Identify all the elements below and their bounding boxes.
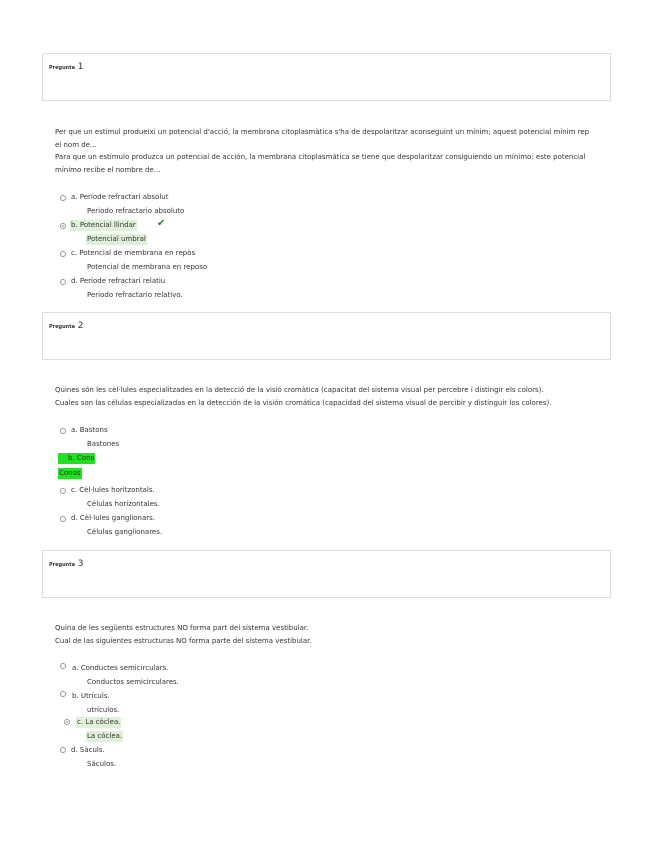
radio-q3-c[interactable] [64,719,70,725]
option-q2-a[interactable]: a. Bastons [71,426,108,434]
option-q3-b[interactable]: b. Utrículs. [72,692,110,700]
question-header-3 [42,550,611,598]
radio-q1-a[interactable] [60,195,66,201]
question-header-2 [42,312,611,360]
option-q1-b-translation: Potencial umbral [87,235,146,243]
question-label: Pregunta 1 [49,62,84,72]
question-text-ca: Per que un estímul produeixi un potencial d'acció, la membrana citoplasmàtica s'ha de despolaritzar aconseguint un mínim; aquest potencial mínim rep el nom de... [55,128,590,149]
option-q3-d-translation: Sáculos. [87,760,117,768]
radio-q1-d[interactable] [60,279,66,285]
option-q2-d-translation: Células ganglionares. [87,528,163,536]
question-text-2 [55,384,590,409]
option-q1-a[interactable]: a. Període refractari absolut [71,193,169,201]
option-q3-a-translation: Conductos semicirculares. [87,678,179,686]
question-text-es: Para que un estímulo produzca un potencial de acción, la membrana citoplasmática se tiene que despolaritzar consiguiendo un mínimo: este potencial mínimo recibe el nombre de... [55,153,586,174]
option-q2-b-translation: Conos [59,469,81,477]
option-q3-c-translation: La cóclea. [87,732,123,740]
option-q3-d[interactable]: d. Sàculs. [71,746,105,754]
option-q3-b-translation: utrículos. [87,706,120,714]
option-q2-a-translation: Bastones [87,440,120,448]
option-q2-b[interactable]: b. Cons [58,453,95,464]
question-label: Pregunta 3 [49,559,84,569]
option-q1-d-translation: Periodo refractario relativo. [87,291,183,299]
radio-q1-b[interactable] [60,223,66,229]
question-text-ca: Quina de les següents estructures NO forma part del sistema vestibular. [55,624,309,632]
option-q1-a-translation: Periodo refractario absoluto [87,207,185,215]
radio-q1-c[interactable] [60,251,66,257]
option-q3-a[interactable]: a. Conductes semicirculars. [72,664,169,672]
option-q1-d[interactable]: d. Període refractari relatiu [71,277,166,285]
radio-q3-a[interactable] [60,663,66,669]
radio-q3-d[interactable] [60,747,66,753]
option-q1-c-translation: Potencial de membrana en reposo [87,263,208,271]
radio-q3-b[interactable] [60,691,66,697]
option-q1-c[interactable]: c. Potencial de membrana en repòs [71,249,196,257]
radio-q2-c[interactable] [60,488,66,494]
option-q2-c[interactable]: c. Cèl·lules horitzontals. [71,486,155,494]
option-q2-c-translation: Células horizontales. [87,500,160,508]
option-q2-d[interactable]: d. Cèl·lules ganglionars. [71,514,156,522]
question-text-ca: Quines són les cèl·lules especialitzades en la detecció de la visió cromàtica (capacitat del sistema visual per percebre i distingir els colors). [55,386,544,394]
question-text-3 [55,622,590,647]
question-header-1 [42,53,611,101]
radio-q2-d[interactable] [60,516,66,522]
radio-q2-a[interactable] [60,428,66,434]
question-text-1 [55,126,590,176]
check-icon: ✔ [157,218,166,229]
option-q1-b[interactable]: b. Potencial llindar [71,221,136,229]
option-q3-c[interactable]: c. La còclea. [77,718,121,726]
question-text-es: Cuales son las células especializadas en la detección de la visión cromática (capacidad del sistema visual de percibir y distinguir los colores). [55,398,552,407]
question-text-es: Cual de las siguientes estructuras NO forma parte del sistema vestibular. [55,636,312,645]
question-label: Pregunta 2 [49,321,84,331]
